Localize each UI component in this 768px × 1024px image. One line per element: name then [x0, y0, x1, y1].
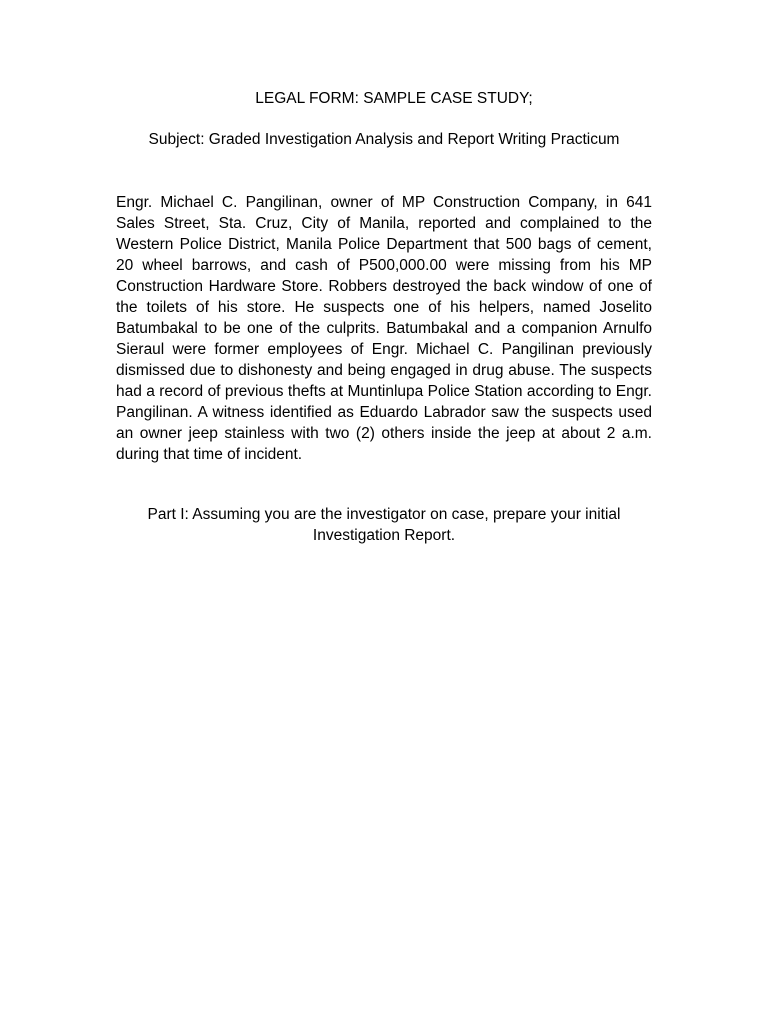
part-one-instruction: Part I: Assuming you are the investigator on case, prepare your initial Investigation Report.	[147, 506, 621, 544]
document-subject: Subject: Graded Investigation Analysis and Report Writing Practicum	[148, 131, 620, 148]
case-narrative: Engr. Michael C. Pangilinan, owner of MP Construction Company, in 641 Sales Street, Sta. Cruz, City of Manila, reported and complained to the Western Police District, Manila Police Department that 500 bags of cement, 20 wheel barrows, and cash of P500,000.00 were missing from his MP Construction Hardware Store. Robbers destroyed the back window of one of the toilets of his store. He suspects one of his helpers, named Joselito Batumbakal to be one of the culprits. Batumbakal and a companion Arnulfo Sieraul were former employees of Engr. Michael C. Pangilinan previously dismissed due to dishonesty and being engaged in drug abuse. The suspects had a record of previous thefts at Muntinlupa Police Station according to Engr. Pangilinan. A witness identified as Eduardo Labrador saw the suspects used an owner jeep stainless with two (2) others inside the jeep at about 2 a.m. during that time of incident.	[116, 194, 652, 463]
document-title: LEGAL FORM: SAMPLE CASE STUDY;	[255, 90, 533, 107]
